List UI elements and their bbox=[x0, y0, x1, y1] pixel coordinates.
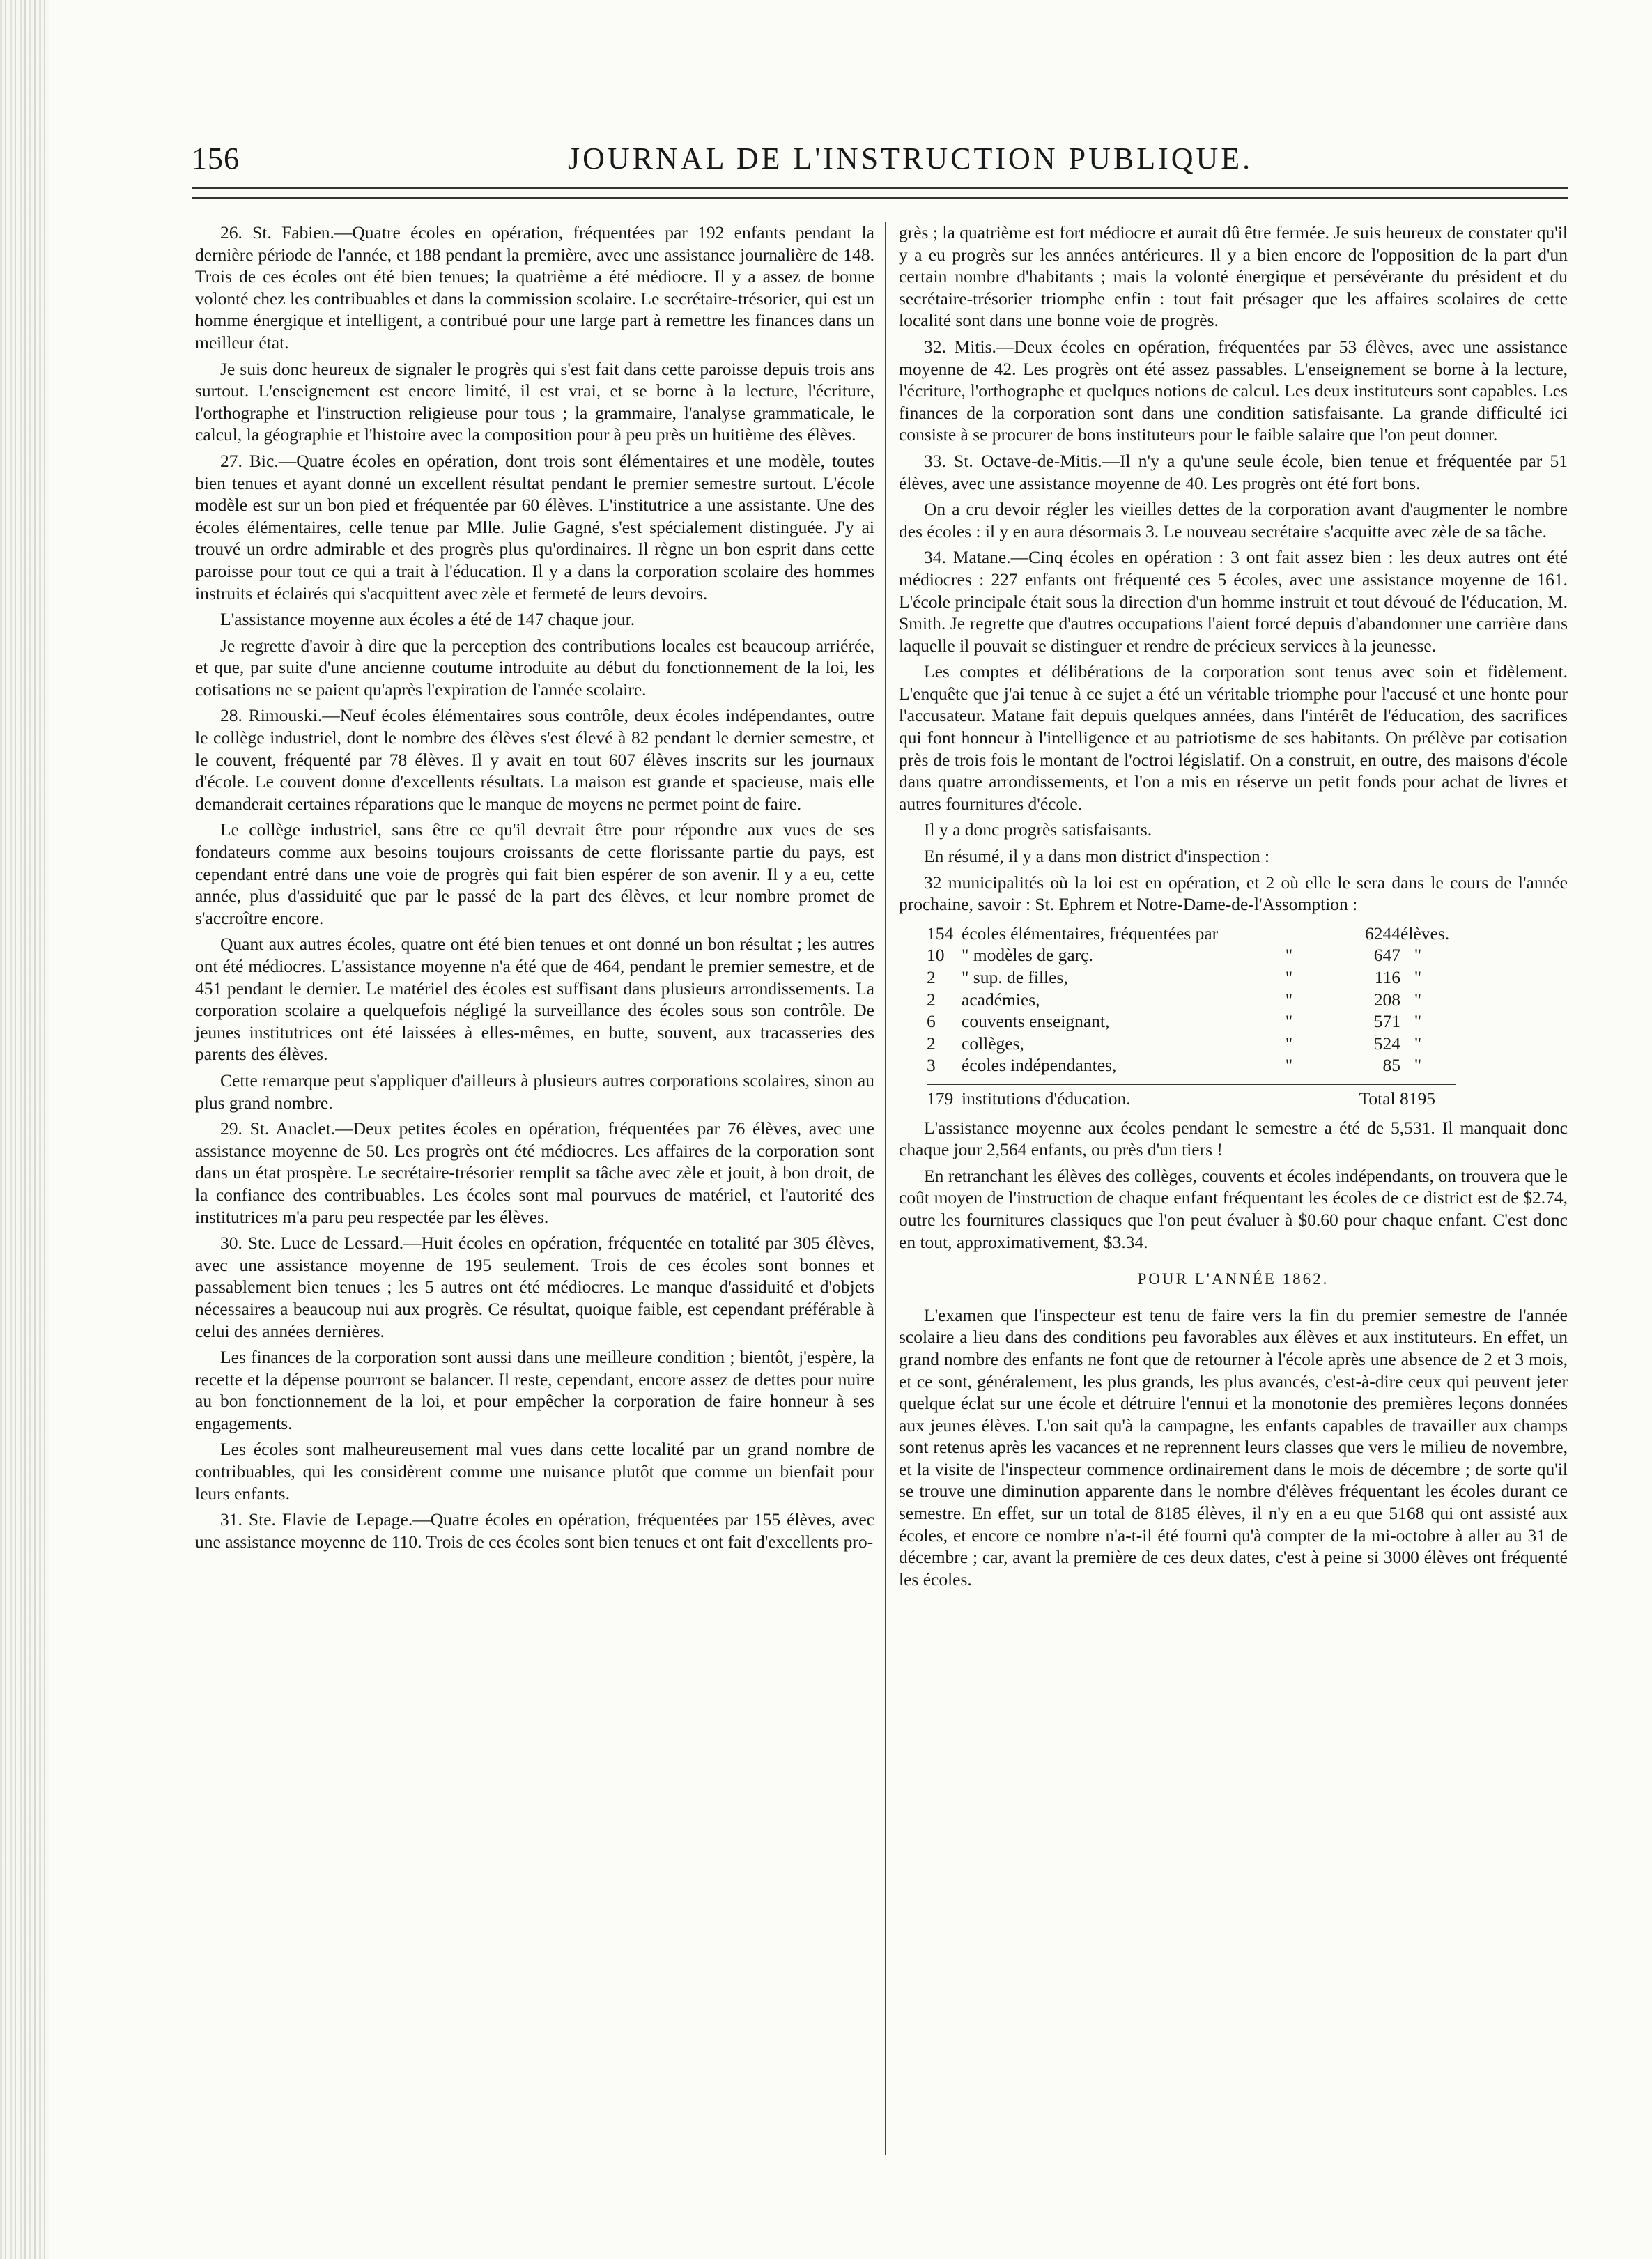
stats-row: 2 académies, " 208 " bbox=[927, 989, 1568, 1011]
stats-count: 2 bbox=[927, 989, 936, 1010]
journal-title: JOURNAL DE L'INSTRUCTION PUBLIQUE. bbox=[568, 141, 1253, 176]
stats-label: écoles élémentaires, fréquentées par bbox=[962, 923, 1219, 943]
paragraph: 26. St. Fabien.—Quatre écoles en opération, fréquentées par 192 enfants pendant la dernière période de l'année, et 188 pendant la première, avec une assistance journalière de 148. Trois de ces écoles ont été bien tenues; la quatrième a été médiocre. Il y a assez de bonne volonté chez les contribuables et dans la commission scolaire. Le secrétaire-trésorier, qui est un homme énergique et intelligent, a contribué pour une large part à remettre les finances dans un meilleur état. bbox=[195, 222, 874, 353]
paragraph: Il y a donc progrès satisfaisants. bbox=[924, 819, 1152, 840]
stats-count: 154 bbox=[927, 923, 954, 943]
paragraph: L'assistance moyenne aux écoles pendant le semestre a été de 5,531. Il manquait donc chaque jour 2,564 enfants, ou près d'un tiers ! bbox=[899, 1117, 1568, 1160]
paragraph: L'assistance moyenne aux écoles a été de 147 chaque jour. bbox=[220, 609, 635, 630]
page-binding-edge bbox=[0, 0, 49, 2259]
paragraph: Quant aux autres écoles, quatre ont été bien tenues et ont donné un bon résultat ; les autres ont été médiocres. L'assistance moyenne n'a été que de 464, pendant le premier semestre, et de 451 pendant le dernier. Le matériel des écoles est suffisant dans plusieurs arrondissements. La corporation scolaire a quelquefois négligé la surveillance des écoles sous son contrôle. De jeunes institutrices ont été laissées à elles-mêmes, en butte, souvent, aux tracasseries des parents des élèves. bbox=[195, 934, 874, 1065]
paragraph: 34. Matane.—Cinq écoles en opération : 3 ont fait assez bien : les deux autres ont été médiocres : 227 enfants ont fréquenté ces 5 écoles, avec une assistance moyenne de 161. L'école principale était sous la direction d'un homme instruit et tout dévoué de l'éducation, M. Smith. Je regrette que d'autres occupations l'aient forcé depuis d'abandonner une carrière dans laquelle il pouvait se distinguer et rendre de précieux services à la jeunesse. bbox=[899, 547, 1568, 656]
paragraph: Le collège industriel, sans être ce qu'il devrait être pour répondre aux vues de ses fondateurs comme aux besoins toujours croissants de cette florissante partie du pays, est cependant entré dans une voie de progrès qui fait bien espérer de son avenir. Il y a eu, cette année, plus d'assiduité que par le passé de la part des élèves, et leur nombre promet de s'accroître encore. bbox=[195, 819, 874, 928]
stats-total-label: institutions d'éducation. bbox=[962, 1088, 1131, 1109]
stats-count: 2 bbox=[927, 1033, 936, 1054]
paragraph: 33. St. Octave-de-Mitis.—Il n'y a qu'une seule école, bien tenue et fréquentée par 51 élèves, avec une assistance moyenne de 40. Les progrès ont été fort bons. bbox=[899, 450, 1568, 493]
stats-value: 524 bbox=[1373, 1033, 1400, 1054]
stats-row: 2 " sup. de filles, " 116 " bbox=[927, 966, 1568, 989]
paragraph: Les écoles sont malheureusement mal vues dans cette localité par un grand nombre de contribuables, qui les considèrent comme une nuisance plutôt que comme un bienfait pour leurs enfants. bbox=[195, 1439, 874, 1504]
left-column bbox=[195, 222, 874, 1557]
stats-unit: élèves. bbox=[1400, 923, 1450, 943]
stats-count: 10 bbox=[927, 945, 945, 966]
stats-label: couvents enseignant, bbox=[962, 1011, 1110, 1032]
paragraph: 28. Rimouski.—Neuf écoles élémentaires sous contrôle, deux écoles indépendantes, outre le collège industriel, dont le nombre des élèves s'est élevé à 82 pendant le dernier semestre, et le couvent, fréquenté par 78 élèves. Il y avait en tout 607 élèves inscrits sur les journaux d'école. Le couvent donne d'excellents résultats. La maison est grande et spacieuse, mais elle demanderait certaines réparations que le manque de moyens ne permet point de faire. bbox=[195, 705, 874, 814]
paragraph: En résumé, il y a dans mon district d'inspection : bbox=[924, 846, 1270, 867]
paragraph: Les comptes et délibérations de la corporation sont tenus avec soin et fidèlement. L'enquête que j'ai tenue à ce sujet a été un véritable triomphe pour l'accusé et une honte pour l'accusateur. Matane fait depuis quelques années, dans l'intérêt de l'éducation, des sacrifices qui font honneur à l'intelligence et au patriotisme de ses habitants. On prélève par cotisation près de trois fois le montant de l'octroi législatif. On a construit, en outre, des maisons d'école dans quatre arrondissements, et l'on a mis en réserve un petit fonds pour achat de livres et autres fournitures d'école. bbox=[899, 661, 1568, 814]
stats-row: 6 couvents enseignant, " 571 " bbox=[927, 1010, 1568, 1033]
stats-total-rule bbox=[927, 1084, 1456, 1085]
stats-value: 647 bbox=[1373, 945, 1400, 966]
paragraph: Je regrette d'avoir à dire que la perception des contributions locales est beaucoup arriérée, et que, par suite d'une ancienne coutume introduite au début du fonctionnement de la loi, les cotisations ne se paient qu'après l'expiration de l'année scolaire. bbox=[195, 635, 874, 700]
stats-value: 6244 bbox=[1365, 923, 1400, 943]
stats-unit: " bbox=[1414, 967, 1422, 987]
paragraph: En retranchant les élèves des collèges, couvents et écoles indépendants, on trouvera que le coût moyen de l'instruction de chaque enfant fréquentant les écoles de ce district est de $2.74, outre les fournitures classiques que l'on peut évaluer à $0.60 pour chaque enfant. C'est donc en tout, approximativement, $3.34. bbox=[899, 1165, 1568, 1252]
stats-unit: " bbox=[1414, 1033, 1422, 1054]
stats-unit: " bbox=[1414, 1055, 1422, 1076]
stats-total bbox=[927, 1088, 1568, 1110]
header-rule bbox=[192, 187, 1568, 199]
stats-count: 2 bbox=[927, 967, 936, 987]
stats-total-value: Total 8195 bbox=[1359, 1088, 1435, 1109]
page-number: 156 bbox=[192, 141, 240, 176]
stats-label: collèges, bbox=[962, 1033, 1024, 1054]
paragraph: 31. Ste. Flavie de Lepage.—Quatre écoles en opération, fréquentées par 155 élèves, avec une assistance moyenne de 110. Trois de ces écoles sont bien tenues et ont fait d'excellents pro- bbox=[195, 1509, 874, 1552]
stats-row: 10 " modèles de garç. " 647 " bbox=[927, 944, 1568, 966]
paragraph: 27. Bic.—Quatre écoles en opération, dont trois sont élémentaires et une modèle, toutes bien tenues et ayant donné un excellent résultat pendant le premier semestre surtout. L'école modèle est sur un bon pied et fréquentée par 60 élèves. L'institutrice a une assistante. Une des écoles élémentaires, celle tenue par Mlle. Julie Gagné, s'est spécialement distinguée. J'y ai trouvé un ordre admirable et des progrès plus qu'ordinaires. Il règne un bon esprit dans cette paroisse pour tout ce qui a trait à l'éducation. Il y a dans la corporation scolaire des hommes instruits et éclairés qui s'acquittent avec zèle et fermeté de leurs devoirs. bbox=[195, 450, 874, 603]
column-divider bbox=[885, 222, 886, 2155]
paragraph: On a cru devoir régler les vieilles dettes de la corporation avant d'augmenter le nombre des écoles : il y en aura désormais 3. Le nouveau secrétaire s'acquitte avec zèle de sa tâche. bbox=[899, 499, 1568, 541]
paragraph: 32 municipalités où la loi est en opération, et 2 où elle le sera dans le cours de l'année prochaine, savoir : St. Ephrem et Notre-Dame-de-l'Assomption : bbox=[899, 872, 1568, 915]
stats-count: 3 bbox=[927, 1055, 936, 1076]
stats-label: " modèles de garç. bbox=[962, 945, 1093, 966]
stats-row: 3 écoles indépendantes, " 85 " bbox=[927, 1054, 1568, 1077]
stats-value: 85 bbox=[1382, 1055, 1400, 1076]
stats-value: 571 bbox=[1373, 1011, 1400, 1032]
stats-row: 2 collèges, " 524 " bbox=[927, 1033, 1568, 1055]
stats-value: 116 bbox=[1374, 967, 1400, 987]
paragraph: Les finances de la corporation sont aussi dans une meilleure condition ; bientôt, j'espère, la recette et la dépense pourront se balancer. Il reste, cependant, encore assez de dettes pour nuire au bon fonctionnement de la loi, et pour empêcher la corporation de faire honneur à ses engagements. bbox=[195, 1347, 874, 1433]
paragraph: grès ; la quatrième est fort médiocre et aurait dû être fermée. Je suis heureux de constater qu'il y a eu progrès sur les années antérieures. Il y a bien encore de l'opposition de la part d'un certain nombre d'habitants ; mais la volonté énergique et persévérante du président et du secrétaire-trésorier triomphe enfin : tout fait présager que les affaires scolaires de cette localité sont dans une bonne voie de progrès. bbox=[899, 222, 1568, 331]
stats-row bbox=[927, 923, 1568, 945]
stats-label: écoles indépendantes, bbox=[962, 1055, 1117, 1076]
stats-unit: " bbox=[1414, 1011, 1422, 1032]
stats-unit: " bbox=[1414, 989, 1422, 1010]
right-column bbox=[899, 222, 1568, 1594]
paragraph: L'examen que l'inspecteur est tenu de faire vers la fin du premier semestre de l'année scolaire a lieu dans des conditions peu favorables aux élèves et aux instituteurs. En effet, un grand nombre des enfants ne font que de retourner à l'école après une absence de 2 et 3 mois, et ce sont, généralement, les plus grands, les plus avancés, c'est-à-dire ceux qui peuvent jeter quelque éclat sur une école et détruire l'ennui et la monotonie des premières leçons données aux jeunes élèves. L'on sait qu'à la campagne, les enfants capables de travailler aux champs sont retenus après les vacances et ne reprennent leurs classes que vers le milieu de novembre, et la visite de l'inspecteur commence ordinairement dans le mois de décembre ; de sorte qu'il se trouve une diminution apparente dans le nombre d'élèves fréquentant les écoles durant ce semestre. En effet, sur un total de 8185 élèves, il n'y en a eu que 5168 qui ont assisté aux écoles, et encore ce nombre n'a-t-il été fourni qu'à compter de la mi-octobre à aller au 31 de décembre ; car, avant la première de ces deux dates, c'est à peine si 3000 élèves ont fréquenté les écoles. bbox=[899, 1304, 1568, 1589]
paragraph: Je suis donc heureux de signaler le progrès qui s'est fait dans cette paroisse depuis trois ans surtout. L'enseignement est encore limité, il est vrai, et se borne à la lecture, l'écriture, l'orthographe et l'instruction religieuse pour tous ; la grammaire, l'analyse grammaticale, le calcul, la géographie et l'histoire avec la composition pour à peu près un huitième des élèves. bbox=[195, 358, 874, 445]
stats-count: 6 bbox=[927, 1011, 936, 1032]
stats-total-count: 179 bbox=[927, 1088, 954, 1109]
stats-unit: " bbox=[1414, 945, 1422, 966]
paragraph: 29. St. Anaclet.—Deux petites écoles en opération, fréquentées par 76 élèves, avec une assistance moyenne de 50. Les progrès ont été médiocres. Les affaires de la corporation sont dans un état prospère. Le secrétaire-trésorier remplit sa tâche avec zèle et jouit, à bon droit, de la confiance des contribuables. Les écoles sont mal pourvues de matériel, et l'autorité des institutrices m'a paru peu respectée par les élèves. bbox=[195, 1118, 874, 1227]
stats-label: " sup. de filles, bbox=[962, 967, 1068, 987]
statistics-table bbox=[927, 923, 1568, 1077]
stats-value: 208 bbox=[1373, 989, 1400, 1010]
stats-label: académies, bbox=[962, 989, 1040, 1010]
paragraph: 30. Ste. Luce de Lessard.—Huit écoles en opération, fréquentée en totalité par 305 élèves, avec une assistance moyenne de 195 seulement. Trois de ces écoles sont bonnes et passablement bien tenues ; les 5 autres ont été médiocres. Le manque d'assiduité et d'objets nécessaires a beaucoup nui aux progrès. Ce résultat, quoique faible, est cependant préférable à celui des années dernières. bbox=[195, 1233, 874, 1341]
paragraph: Cette remarque peut s'appliquer d'ailleurs à plusieurs autres corporations scolaires, sinon au plus grand nombre. bbox=[195, 1070, 874, 1113]
paragraph: 32. Mitis.—Deux écoles en opération, fréquentées par 53 élèves, avec une assistance moyenne de 42. Les progrès ont été assez passables. L'enseignement se borne à la lecture, l'écriture, l'orthographe et quelques notions de calcul. Les deux instituteurs sont capables. Les finances de la corporation sont dans une condition satisfaisante. La grande difficulté ici consiste à se procurer de bons instituteurs pour le faible salaire que l'on peut donner. bbox=[899, 336, 1568, 445]
page-header bbox=[192, 132, 1582, 181]
section-heading: POUR L'ANNÉE 1862. bbox=[1137, 1270, 1329, 1288]
